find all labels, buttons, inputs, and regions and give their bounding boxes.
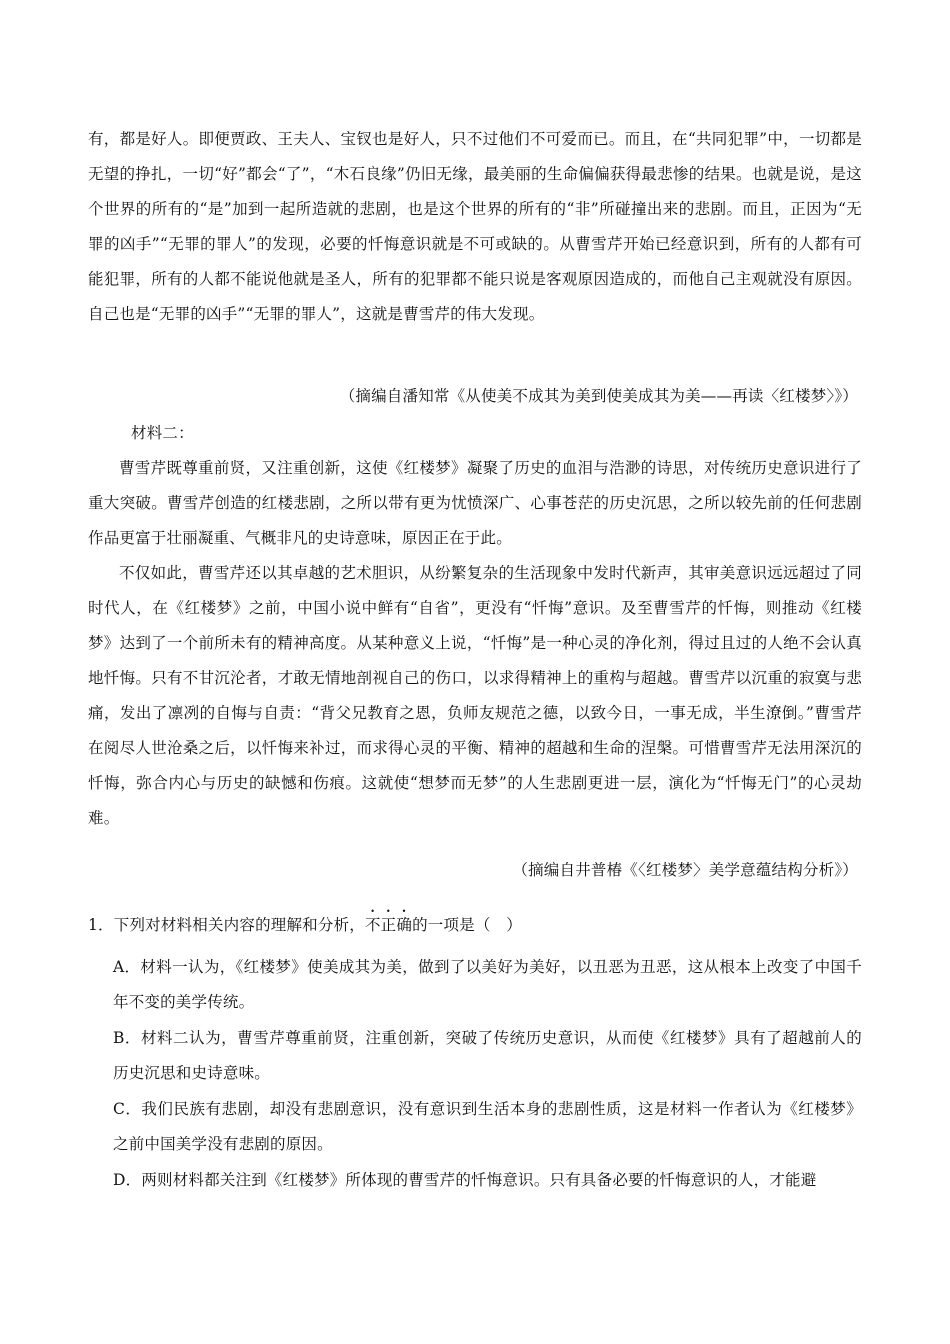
- option-d: D．两则材料都关注到《红楼梦》所体现的曹雪芹的忏悔意识。只有具备必要的忏悔意识的人，才能避: [113, 1171, 817, 1189]
- option-c: C．我们民族有悲剧，却没有悲剧意识，没有意识到生活本身的悲剧性质，这是材料一作者认为《红楼梦》之前中国美学没有悲剧的原因。: [113, 1100, 862, 1153]
- material2-paragraph-2: 不仅如此，曹雪芹还以其卓越的艺术胆识，从纷繁复杂的生活现象中发时代新声，其审美意识远远超过了同时代人，在《红楼梦》之前，中国小说中鲜有“自省”，更没有“忏悔”意识。及至曹雪芹的忏悔，则推动《红楼梦》达到了一个前所未有的精神高度。从某种意义上说，“忏悔”是一种心灵的净化剂，得过且过的人绝不会认真地忏悔。只有不甘沉沦者，才敢无情地剖视自己的伤口，以求得精神上的重构与超越。曹雪芹以沉重的寂寞与悲痛，发出了凛冽的自悔与自责：“背父兄教育之恩，负师友规范之德，以致今日，一事无成，半生潦倒。”曹雪芹在阅尽人世沧桑之后，以忏悔来补过，而求得心灵的平衡、精神的超越和生命的涅槃。可惜曹雪芹无法用深沉的忏悔，弥合内心与历史的缺憾和伤痕。这就使“想梦而无梦”的人生悲剧更进一层，演化为“忏悔无门”的心灵劫难。: [88, 564, 862, 827]
- question-1-stem: [88, 907, 862, 937]
- material2-source: （摘编自井普椿《〈红楼梦〉美学意蕴结构分析》）: [512, 861, 858, 879]
- question-stem-after: 的一项是（ ）: [412, 916, 522, 934]
- material2-paragraph-1: 曹雪芹既尊重前贤，又注重创新，这使《红楼梦》凝聚了历史的血泪与浩渺的诗思，对传统历史意识进行了重大突破。曹雪芹创造的红楼悲剧，之所以带有更为忧愤深广、心事苍茫的历史沉思，之所以较先前的任何悲剧作品更富于壮丽凝重、气概非凡的史诗意味，原因正在于此。: [88, 459, 862, 547]
- material2-label: 材料二：: [131, 424, 194, 442]
- question-stem-emphasis: 不正确: [364, 916, 413, 934]
- material1-source: （摘编自潘知常《从使美不成其为美到使美成其为美——再读〈红楼梦〉》）: [339, 387, 858, 405]
- option-a: A．材料一认为，《红楼梦》使美成其为美，做到了以美好为美好，以丑恶为丑恶，这从根本上改变了中国千年不变的美学传统。: [113, 958, 862, 1011]
- material1-paragraph: 有，都是好人。即便贾政、王夫人、宝钗也是好人，只不过他们不可爱而已。而且，在“共同犯罪”中，一切都是无望的挣扎，一切“好”都会“了”，“木石良缘”仍旧无缘，最美丽的生命偏偏获得最悲惨的结果。也就是说，是这个世界的所有的“是”加到一起所造就的悲剧，也是这个世界的所有的“非”所碰撞出来的悲剧。而且，正因为“无罪的凶手”“无罪的罪人”的发现，必要的忏悔意识就是不可或缺的。从曹雪芹开始已经意识到，所有的人都有可能犯罪，所有的人都不能说他就是圣人，所有的犯罪都不能只说是客观原因造成的，而他自己主观就没有原因。自己也是“无罪的凶手”“无罪的罪人”，这就是曹雪芹的伟大发现。: [88, 130, 862, 323]
- question-number: 1．: [88, 916, 114, 934]
- option-b: B．材料二认为，曹雪芹尊重前贤，注重创新，突破了传统历史意识，从而使《红楼梦》具有了超越前人的历史沉思和史诗意味。: [113, 1029, 862, 1082]
- question-stem-before: 下列对材料相关内容的理解和分析，: [113, 916, 365, 934]
